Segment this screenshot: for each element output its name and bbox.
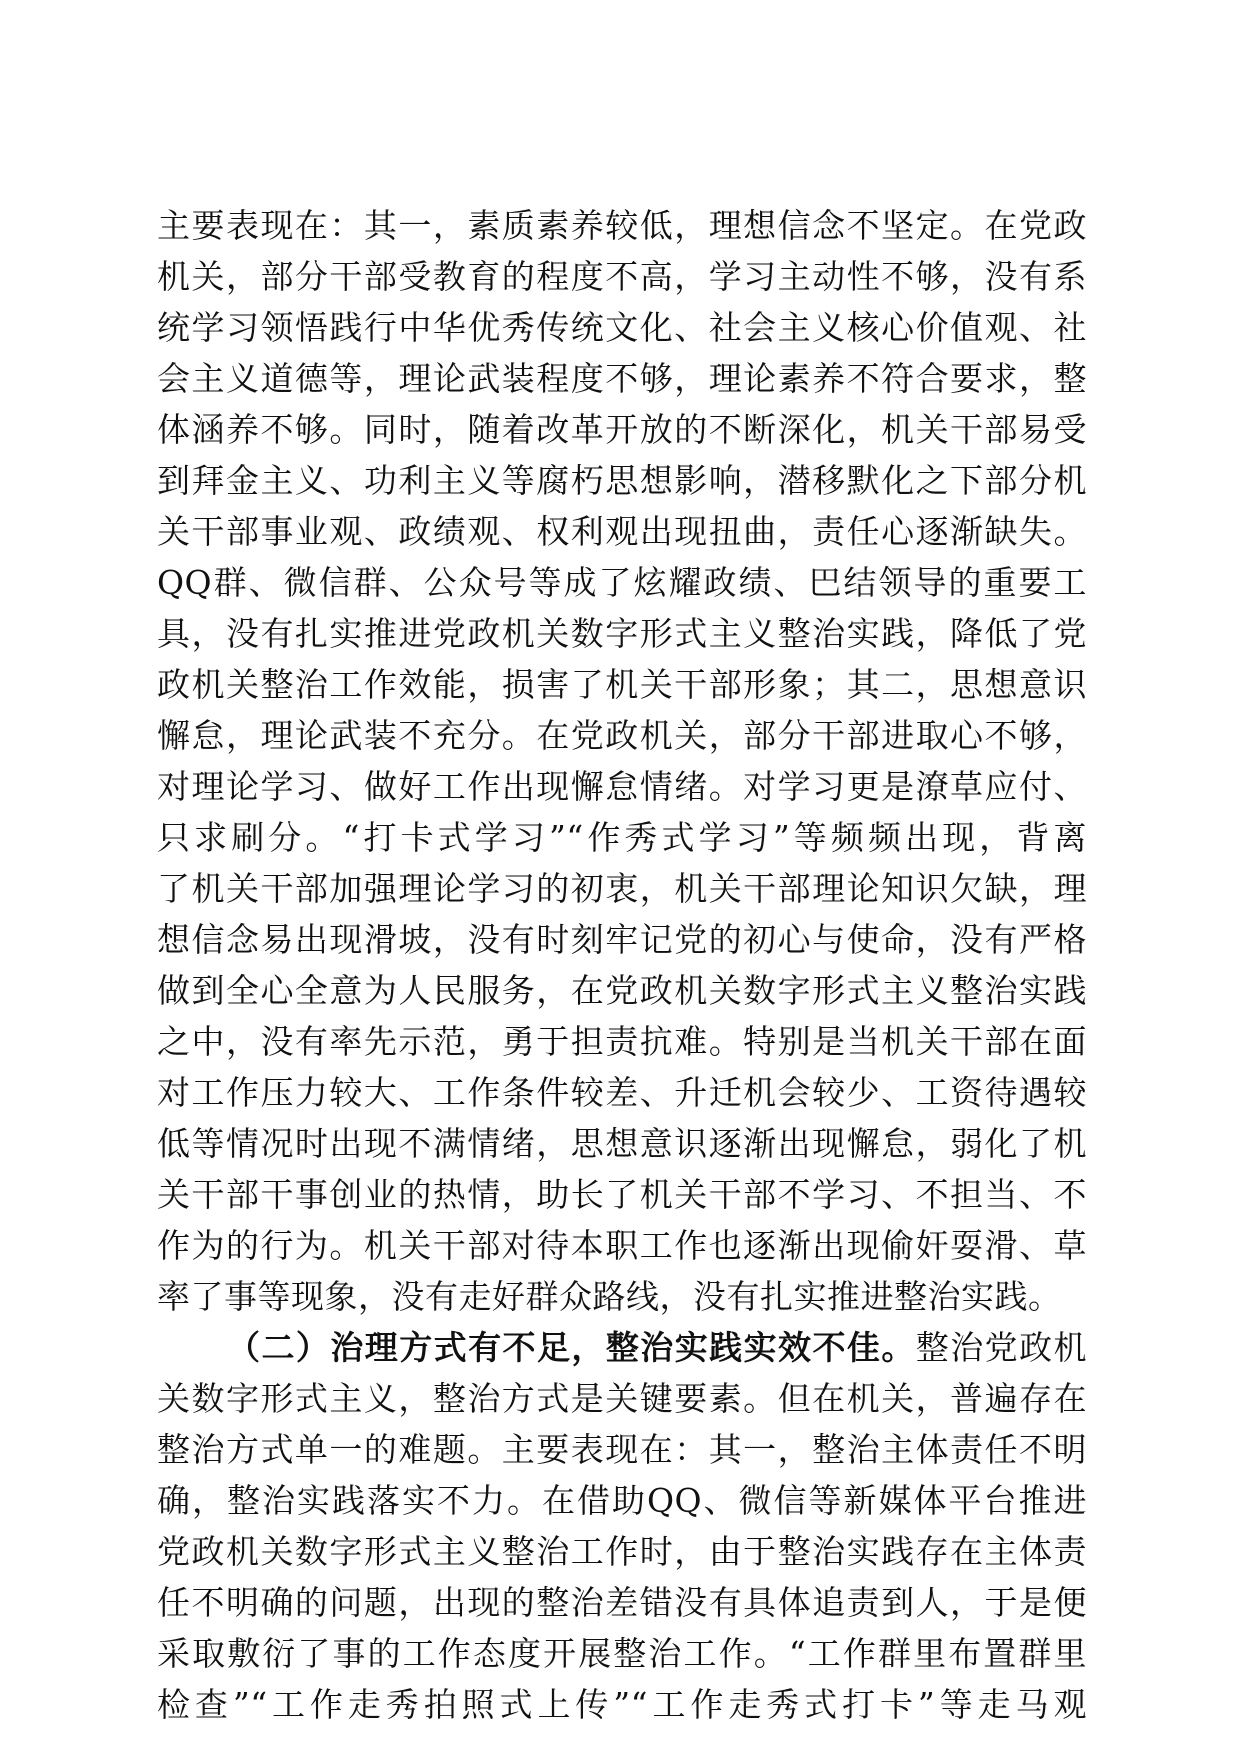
text-line: 到拜金主义、功利主义等腐朽思想影响，潜移默化之下部分机 [157, 461, 1087, 500]
text-line: 检查”“工作走秀拍照式上传”“工作走秀式打卡”等走马观 [157, 1685, 1087, 1724]
text-line: 只求刷分。“打卡式学习”“作秀式学习”等频频出现，背离 [157, 818, 1087, 857]
text-line: 统学习领悟践行中华优秀传统文化、社会主义核心价值观、社 [157, 308, 1087, 347]
text-line: 任不明确的问题，出现的整治差错没有具体追责到人，于是便 [157, 1583, 1087, 1622]
text-line: 会主义道德等，理论武装程度不够，理论素养不符合要求，整 [157, 359, 1087, 398]
text-line: 主要表现在：其一，素质素养较低，理想信念不坚定。在党政 [157, 206, 1087, 245]
text-line: 懈怠，理论武装不充分。在党政机关，部分干部进取心不够， [157, 716, 1087, 755]
text-line: 想信念易出现滑坡，没有时刻牢记党的初心与使命，没有严格 [157, 920, 1087, 959]
text-line: 低等情况时出现不满情绪，思想意识逐渐出现懈怠，弱化了机 [157, 1124, 1087, 1163]
text-line: 率了事等现象，没有走好群众路线，没有扎实推进整治实践。 [157, 1277, 1062, 1316]
text-line: 作为的行为。机关干部对待本职工作也逐渐出现偷奸耍滑、草 [157, 1226, 1087, 1265]
text-line: 整治方式单一的难题。主要表现在：其一，整治主体责任不明 [157, 1430, 1087, 1469]
text-line: 确，整治实践落实不力。在借助QQ、微信等新媒体平台推进 [157, 1481, 1087, 1520]
text-line: 关干部事业观、政绩观、权利观出现扭曲，责任心逐渐缺失。 [157, 512, 1087, 551]
text-line: 之中，没有率先示范，勇于担责抗难。特别是当机关干部在面 [157, 1022, 1087, 1061]
text-line: 对工作压力较大、工作条件较差、升迁机会较少、工资待遇较 [157, 1073, 1087, 1112]
text-line: 采取敷衍了事的工作态度开展整治工作。“工作群里布置群里 [157, 1634, 1087, 1673]
section-heading-line [157, 1322, 1087, 1373]
text-line: 体涵养不够。同时，随着改革开放的不断深化，机关干部易受 [157, 410, 1087, 449]
section-heading: （二）治理方式有不足，整治实践实效不佳。 [227, 1328, 916, 1367]
text-line: QQ群、微信群、公众号等成了炫耀政绩、巴结领导的重要工 [157, 563, 1087, 602]
text-line: 关数字形式主义，整治方式是关键要素。但在机关，普遍存在 [157, 1379, 1087, 1418]
text-line: 具，没有扎实推进党政机关数字形式主义整治实践，降低了党 [157, 614, 1087, 653]
text-line: 做到全心全意为人民服务，在党政机关数字形式主义整治实践 [157, 971, 1087, 1010]
text-line: 党政机关数字形式主义整治工作时，由于整治实践存在主体责 [157, 1532, 1087, 1571]
heading-tail-text: 整治党政机 [915, 1328, 1087, 1367]
text-line: 政机关整治工作效能，损害了机关干部形象；其二，思想意识 [157, 665, 1087, 704]
body-text [157, 200, 1087, 1730]
text-line: 关干部干事创业的热情，助长了机关干部不学习、不担当、不 [157, 1175, 1087, 1214]
text-line: 对理论学习、做好工作出现懈怠情绪。对学习更是潦草应付、 [157, 767, 1087, 806]
text-line: 了机关干部加强理论学习的初衷，机关干部理论知识欠缺，理 [157, 869, 1087, 908]
text-line: 机关，部分干部受教育的程度不高，学习主动性不够，没有系 [157, 257, 1087, 296]
